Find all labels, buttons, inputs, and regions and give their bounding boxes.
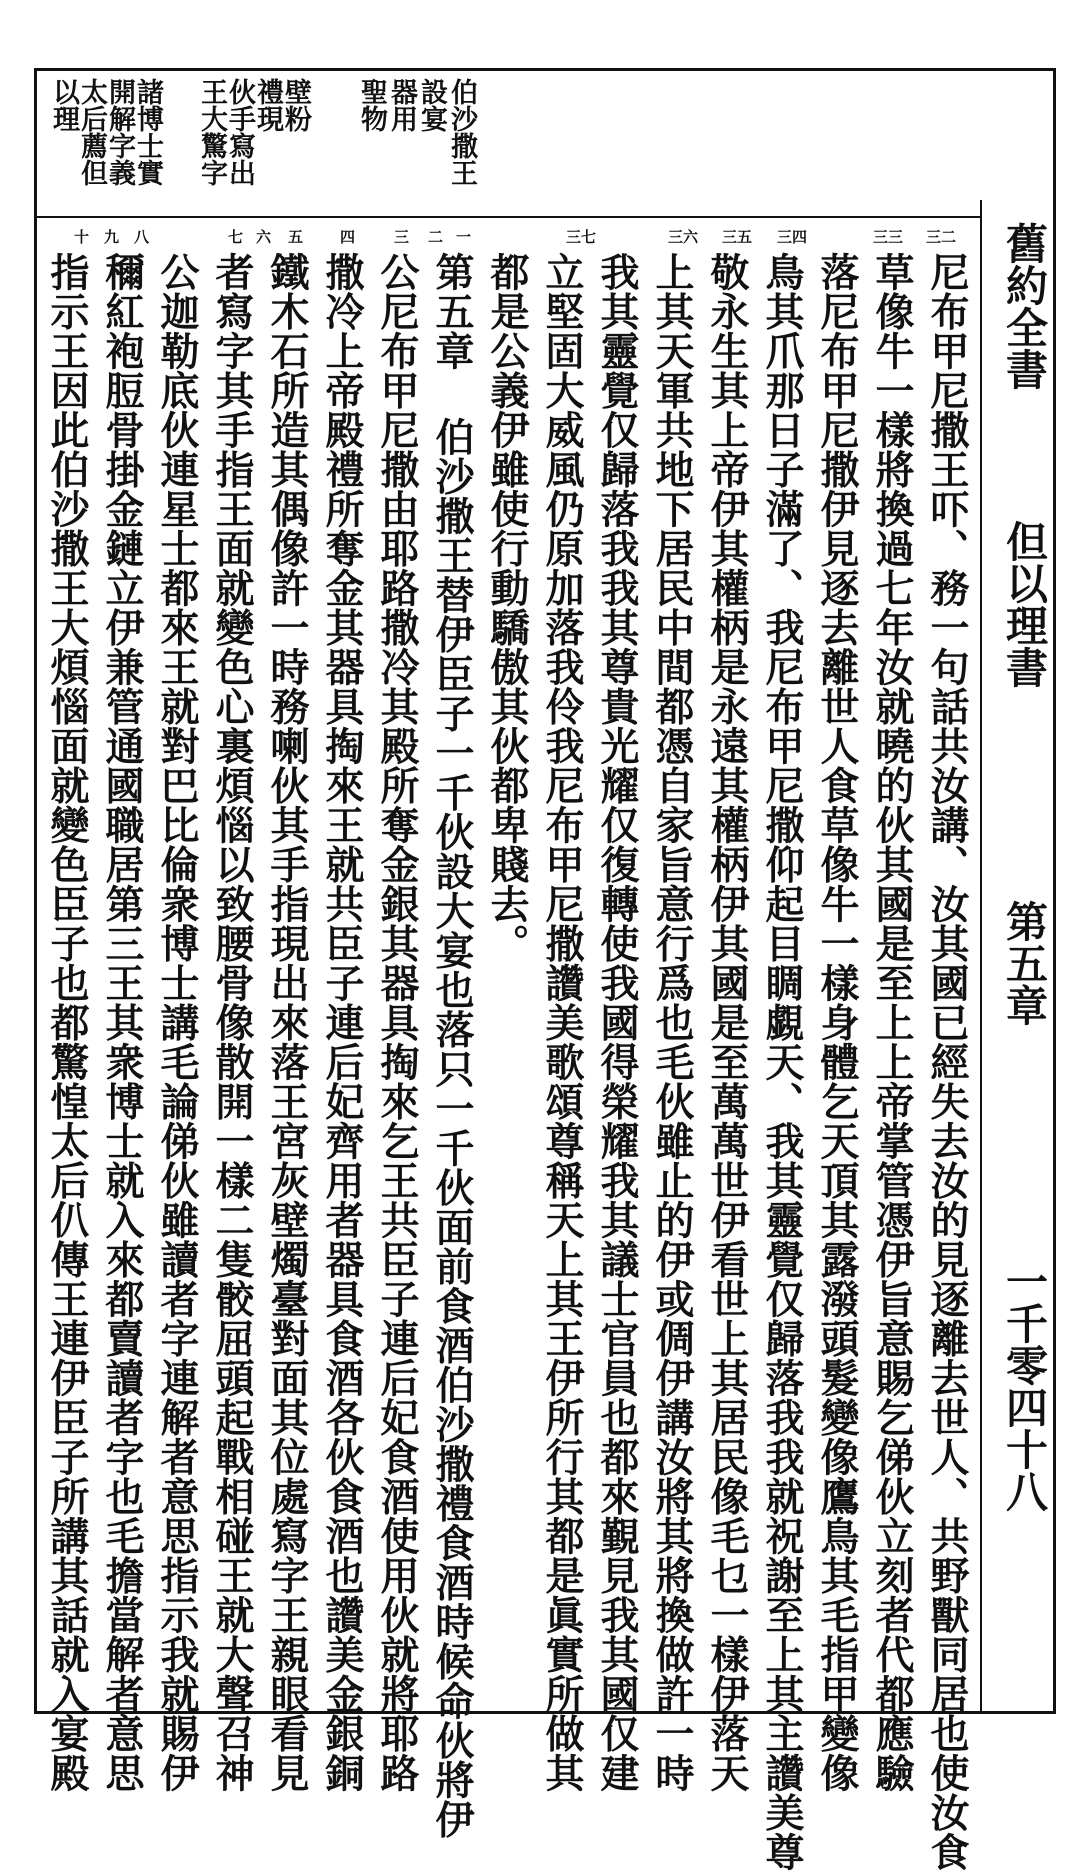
text-column: 敬永生其上帝伊其權柄是永遠其權柄伊其國是至萬萬世伊看世上其居民像毛乜一樣伊落天 bbox=[704, 252, 750, 1793]
text-column: 鐵木石所造其偶像許一時務喇伙其手指現出來落王宮灰壁燭臺對面其位處寫字王親眼看見 bbox=[264, 252, 310, 1793]
verse-number: 三五 bbox=[722, 228, 753, 246]
verse-number: 五 bbox=[288, 228, 304, 246]
text-column: 落尼布甲尼撒伊見逐去離世人食草像牛一樣身體乞天頂其露潑頭髮變像鷹鳥其毛指甲變像 bbox=[814, 252, 860, 1793]
text-column: 都是公義伊雖使行動驕傲其伙都卑賤去。 bbox=[484, 252, 530, 963]
text-column: 者寫字其手指王面就變色心裏煩惱以致腰骨像散開一樣二隻骹屈頭起戰相碰王就大聲召神 bbox=[209, 252, 255, 1793]
verse-number: 六 bbox=[256, 228, 272, 246]
margin-note: 伯沙撒王 bbox=[446, 78, 477, 186]
text-column: 撒冷上帝殿禮所奪金其器具掏來王就共臣子連后妃齊用者器具食酒各伙食酒也讚美金銀銅 bbox=[319, 252, 365, 1793]
chapter-label: 第五章 bbox=[1000, 900, 1049, 1026]
margin-note: 以理 bbox=[48, 78, 79, 132]
text-column: 立堅固大威風仍原加落我伶我尼布甲尼撒讚美歌頌尊稱天上其王伊所行其都是眞實所做其 bbox=[539, 252, 585, 1793]
margin-note: 王大驚字 bbox=[196, 78, 227, 186]
verse-number: 三四 bbox=[777, 228, 808, 246]
text-column: 公迦勒底伙連星士都來王就對巴比倫衆博士講毛論俤伙雖讀者字連解者意思指示我就賜伊 bbox=[154, 252, 200, 1793]
verse-number: 一 bbox=[456, 228, 472, 246]
margin-note: 太后薦但 bbox=[76, 78, 107, 186]
section-title: 但以理書 bbox=[1000, 520, 1049, 688]
page-number: 一千零四十八 bbox=[1000, 1260, 1049, 1512]
text-column: 草像牛一樣將換過七年汝就曉的伙其國是至上上帝掌管憑伊旨意賜乞俤伙立刻者代都應驗 bbox=[869, 252, 915, 1793]
margin-note: 諸博士實 bbox=[132, 78, 163, 186]
verse-number: 四 bbox=[340, 228, 356, 246]
book-title: 舊約全書 bbox=[1000, 222, 1049, 390]
verse-number: 十 bbox=[74, 228, 90, 246]
margin-note: 壁粉 bbox=[280, 78, 311, 132]
verse-number: 三 bbox=[394, 228, 410, 246]
verse-number: 二 bbox=[428, 228, 444, 246]
verse-number: 七 bbox=[228, 228, 244, 246]
margin-note: 禮現 bbox=[252, 78, 283, 132]
verse-number: 三六 bbox=[668, 228, 699, 246]
text-column: 穪紅袍脰骨掛金鏈立伊兼管通國職居第三王其衆博士就入來都賣讀者字也毛擔當解者意思 bbox=[99, 252, 145, 1793]
text-column: 上其天軍共地下居民中間都憑自家旨意行爲也毛伙雖止的伊或倜伊講汝將其將換做許一時 bbox=[649, 252, 695, 1793]
header-divider bbox=[980, 200, 982, 1712]
margin-note: 伙手寫出 bbox=[224, 78, 255, 186]
margin-note: 設宴 bbox=[416, 78, 447, 132]
margin-note: 開解字義 bbox=[104, 78, 135, 186]
text-column: 尼布甲尼撒王吓、務一句話共汝講、汝其國已經失去汝的見逐離去世人、共野獸同居也使汝食 bbox=[924, 252, 970, 1872]
verse-number: 三七 bbox=[566, 228, 597, 246]
margin-note: 聖物 bbox=[356, 78, 387, 132]
text-column: 我其靈覺仅歸落我我其尊貴光耀仅復轉使我國得榮耀我其議士官員也都來覲見我其國仅建 bbox=[594, 252, 640, 1793]
notes-divider bbox=[37, 216, 981, 218]
verse-number: 三二 bbox=[926, 228, 957, 246]
text-column: 指示王因此伯沙撒王大煩惱面就變色臣子也都驚惶太后仈傳王連伊臣子所講其話就入宴殿 bbox=[44, 252, 90, 1793]
text-column: 公尼布甲尼撒由耶路撒冷其殿所奪金銀其器具掏來乞王共臣子連后妃食酒使用伙就將耶路 bbox=[374, 252, 420, 1793]
text-column: 鳥其爪那日子滿了、我尼布甲尼撒仰起目睭覷天、我其靈覺仅歸落我我就祝謝至上其主讚美尊 bbox=[759, 252, 805, 1872]
margin-note: 器用 bbox=[386, 78, 417, 132]
verse-number: 八 bbox=[134, 228, 150, 246]
verse-number: 九 bbox=[104, 228, 120, 246]
text-column: 第五章 伯沙撒王替伊臣子一千伙設大宴也落只一千伙面前食酒伯沙撒禮食酒時候命伙將伊 bbox=[429, 252, 475, 1839]
verse-number: 三三 bbox=[873, 228, 904, 246]
